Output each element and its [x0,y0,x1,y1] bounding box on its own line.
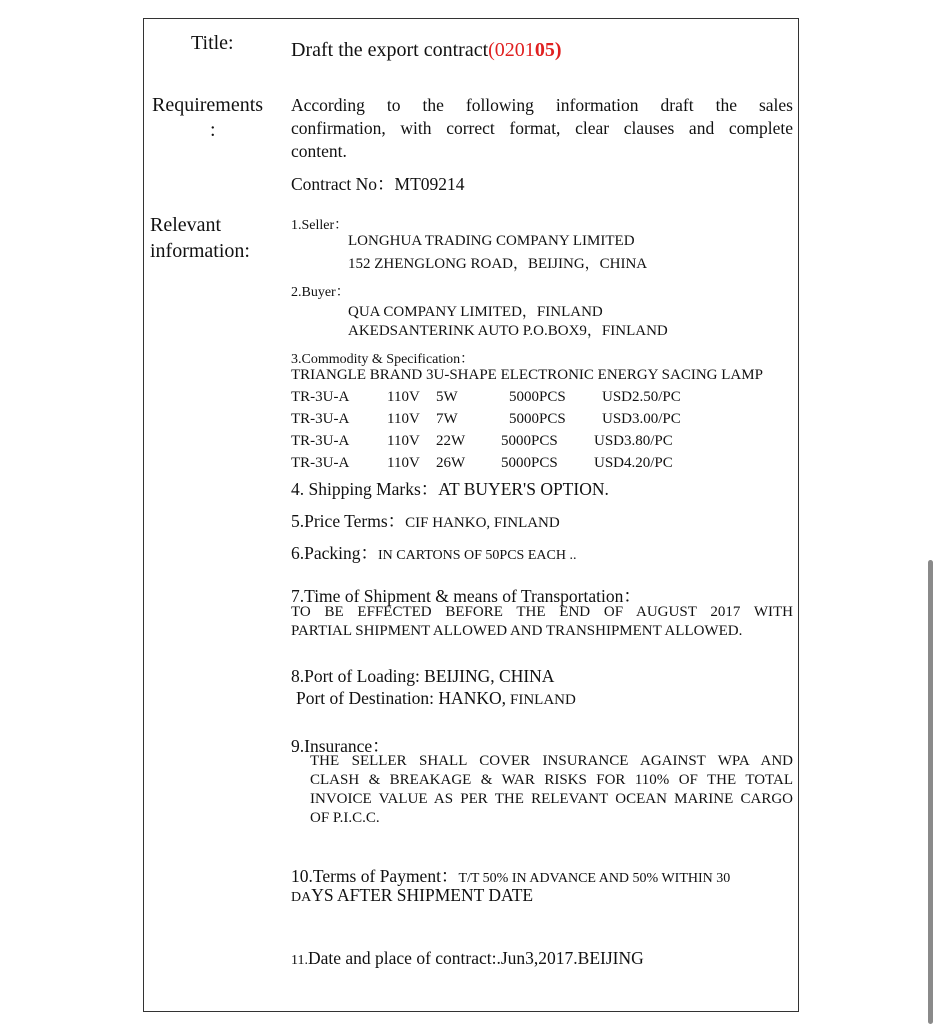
insurance-line-2: CLASH & BREAKAGE & WAR RISKS FOR 110% OF THE TOTAL [310,772,793,788]
requirements-line-3: content. [291,141,347,161]
price-terms-label: 5.Price Terms： [291,511,406,531]
title-code: (0201 [488,39,535,61]
requirements-line-1: According to the following information draft the sales [291,95,793,115]
seller-heading: 1.Seller： [291,218,349,233]
packing [291,540,576,565]
title-code-bold: 05) [534,39,562,61]
title-label: Title: [191,32,234,54]
shipment-heading: 7.Time of Shipment & means of Transportation： [291,586,641,606]
commodity-heading: 3.Commodity & Specification： [291,352,475,367]
insurance-heading: 9.Insurance： [291,736,390,756]
row-4-model: TR-3U-A [291,455,350,471]
payment-line-2 [291,885,533,906]
shipping-marks: 4. Shipping Marks：AT BUYER'S OPTION. [291,479,609,499]
row-3-qty: 5000PCS [501,433,558,449]
shipment-line-1: TO BE EFFECTED BEFORE THE END OF AUGUST 2017 WITH [291,604,793,620]
payment-line-2-rest: YS AFTER SHIPMENT DATE [311,885,534,905]
row-2-qty: 5000PCS [509,411,566,427]
row-4-price: USD4.20/PC [594,455,673,471]
row-3-price: USD3.80/PC [594,433,673,449]
information-label: information: [150,240,250,262]
contract-number: Contract No：MT09214 [291,174,465,194]
destination-label: Port of Destination: HANKO, [296,688,506,708]
requirements-colon: : [210,119,216,141]
seller-address: 152 ZHENGLONG ROAD，BEIJING，CHINA [348,256,648,272]
row-3-power: 22W [436,433,466,449]
packing-value: IN CARTONS OF 50PCS EACH .. [378,548,577,563]
requirements-line-2: confirmation, with correct format, clear clauses and complete [291,118,793,138]
row-1-power: 5W [436,389,458,405]
buyer-name: QUA COMPANY LIMITED，FINLAND [348,304,603,320]
title-text: Draft the export contract [291,39,489,61]
row-4-power: 26W [436,455,466,471]
row-3-voltage: 110V [387,433,420,449]
payment-line-2-small: DA [291,890,312,905]
requirements-label: Requirements [152,94,264,116]
row-1-price: USD2.50/PC [602,389,681,405]
payment-label: 10.Terms of Payment： [291,866,459,886]
row-2-price: USD3.00/PC [602,411,681,427]
row-2-model: TR-3U-A [291,411,350,427]
packing-label: 6.Packing： [291,543,379,563]
shipment-line-2: PARTIAL SHIPMENT ALLOWED AND TRANSHIPMENT ALLOWED. [291,623,743,639]
relevant-label: Relevant [150,214,222,236]
commodity-description: TRIANGLE BRAND 3U-SHAPE ELECTRONIC ENERGY SACING LAMP [291,367,763,383]
destination-country: FINLAND [509,692,576,708]
row-4-voltage: 110V [387,455,420,471]
row-1-voltage: 110V [387,389,420,405]
price-terms-value: CIF HANKO, FINLAND [405,515,560,531]
row-2-power: 7W [436,411,458,427]
insurance-line-1: THE SELLER SHALL COVER INSURANCE AGAINST WPA AND [310,753,793,769]
payment-value: T/T 50% IN ADVANCE AND 50% WITHIN 30 [458,871,731,886]
insurance-line-3: INVOICE VALUE AS PER THE RELEVANT OCEAN MARINE CARGO [310,791,793,807]
row-1-model: TR-3U-A [291,389,350,405]
vertical-scrollbar[interactable] [928,560,933,1024]
port-of-loading: 8.Port of Loading: BEIJING, CHINA [291,666,555,686]
document-title [291,39,561,62]
row-1-qty: 5000PCS [509,389,566,405]
price-terms [291,508,560,533]
port-of-destination [296,688,576,709]
date-place-text: Date and place of contract:.Jun3,2017.BEIJING [307,948,644,968]
row-3-model: TR-3U-A [291,433,350,449]
buyer-address: AKEDSANTERINK AUTO P.O.BOX9，FINLAND [348,323,668,339]
buyer-heading: 2.Buyer： [291,285,350,300]
seller-name: LONGHUA TRADING COMPANY LIMITED [348,233,635,249]
row-2-voltage: 110V [387,411,420,427]
row-4-qty: 5000PCS [501,455,558,471]
insurance-line-4: OF P.I.C.C. [310,810,380,826]
date-and-place [291,948,644,969]
date-place-number: 11. [291,953,308,968]
